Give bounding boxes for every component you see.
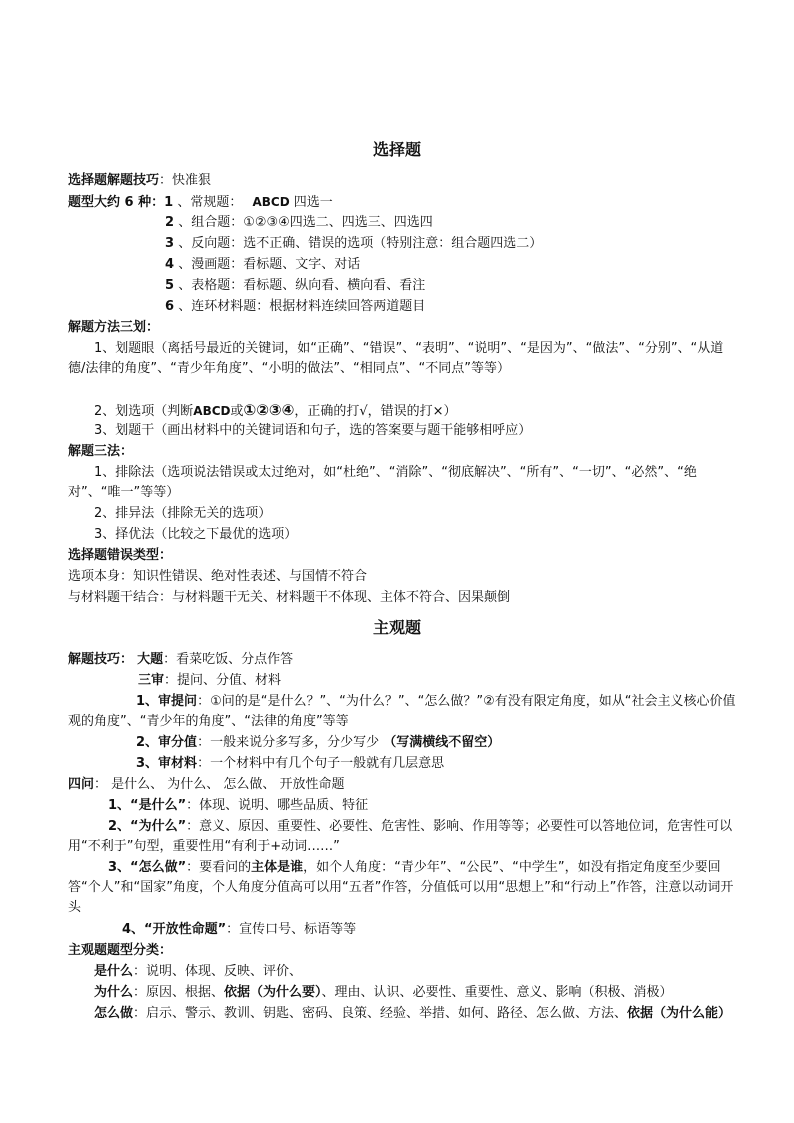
method-3: 3、划题干（画出材料中的关键词语和句子，选的答案要与题干能够相呼应）	[94, 423, 532, 438]
subj-tips-line: 解题技巧： 大题：看菜吃饭、分点作答	[68, 652, 294, 667]
error-type-2: 与材料题干结合：与材料题干无关、材料题干不体现、主体不符合、因果颠倒	[68, 590, 511, 605]
review-material: 3、审材料：一个材料中有几个句子一般就有几层意思	[136, 756, 445, 771]
four-q-2: 2、“为什么”：意义、原因、重要性、必要性、危害性、影响、作用等等；必要性可以答地位词，危害性可以用“不利于”句型，重要性用“有利于+动词……”	[68, 819, 733, 854]
tips-label: 选择题解题技巧	[68, 173, 160, 188]
class-why: 为什么：原因、根据、依据（为什么要）、理由、认识、必要性、重要性、意义、影响（积极、消极）	[94, 985, 673, 1000]
three-method-2: 2、排异法（排除无关的选项）	[94, 506, 272, 521]
review-score: 2、审分值：一般来说分多写多，分少写少 （写满横线不留空）	[136, 735, 501, 750]
review-question: 1、审提问：①问的是“是什么？”、“为什么？”、“怎么做？”②有没有限定角度，如从“社会主义核心价值观的角度”、“青少年的角度”、“法律的角度”等等	[68, 694, 736, 729]
tips-line: 选择题解题技巧：快准狠	[68, 173, 212, 188]
four-q-4: 4、“开放性命题”：宣传口号、标语等等	[122, 922, 357, 937]
error-types-title: 选择题错误类型：	[68, 548, 173, 563]
type-line-4: 4 、漫画题：看标题、文字、对话	[165, 257, 361, 272]
three-review-line: 三审：提问、分值、材料	[138, 673, 282, 688]
three-method-1: 1、排除法（选项说法错误或太过绝对，如“杜绝”、“消除”、“彻底解决”、“所有”、“一切”、“必然”、“绝对”、“唯一”等等）	[68, 465, 697, 500]
method-2: 2、划选项（判断ABCD或①②③④，正确的打√，错误的打×）	[94, 401, 457, 419]
section-title-choice: 选择题	[372, 140, 421, 159]
error-type-1: 选项本身：知识性错误、绝对性表述、与国情不符合	[68, 569, 368, 584]
tips-value: 快准狠	[172, 173, 212, 188]
four-questions-line: 四问： 是什么、 为什么、 怎么做、 开放性命题	[68, 777, 345, 792]
three-methods-title: 解题三法：	[68, 444, 134, 459]
class-what: 是什么：说明、体现、反映、评价、	[94, 964, 303, 979]
types-label: 题型大约 6 种	[68, 195, 152, 210]
type-line-5: 5 、表格题：看标题、纵向看、横向看、看注	[165, 278, 426, 293]
type-line-1: 题型大约 6 种：1 、常规题： ABCD 四选一	[68, 195, 333, 210]
type-line-3: 3 、反向题：选不正确、错误的选项（特别注意：组合题四选二）	[165, 236, 543, 251]
classification-title: 主观题题型分类：	[68, 943, 173, 958]
methods-title: 解题方法三划：	[68, 320, 160, 335]
four-q-1: 1、“是什么”：体现、说明、哪些品质、特征	[108, 798, 369, 813]
four-q-3: 3、“怎么做”：要看问的主体是谁，如个人角度：“青少年”、“公民”、“中学生”，如没有指定角度至少要回答“个人”和“国家”角度，个人角度分值高可以用“五者”作答，分值低可以用“思想上”和“行动上”作答，注意以动词开头	[68, 860, 734, 915]
type-line-2: 2 、组合题：①②③④四选二、四选三、四选四	[165, 215, 433, 230]
three-method-3: 3、择优法（比较之下最优的选项）	[94, 527, 298, 542]
method-1: 1、划题眼（离括号最近的关键词，如“正确”、“错误”、“表明”、“说明”、“是因为”、“做法”、“分别”、“从道德/法律的角度”、“青少年角度”、“小明的做法”、“相同点”、“不同点”等等）	[68, 341, 724, 376]
section-title-subjective: 主观题	[372, 618, 421, 637]
type-line-6: 6 、连环材料题：根据材料连续回答两道题目	[165, 299, 426, 314]
class-how: 怎么做：启示、警示、教训、钥匙、密码、良策、经验、举措、如何、路径、怎么做、方法、依据（为什么能）	[94, 1006, 732, 1021]
